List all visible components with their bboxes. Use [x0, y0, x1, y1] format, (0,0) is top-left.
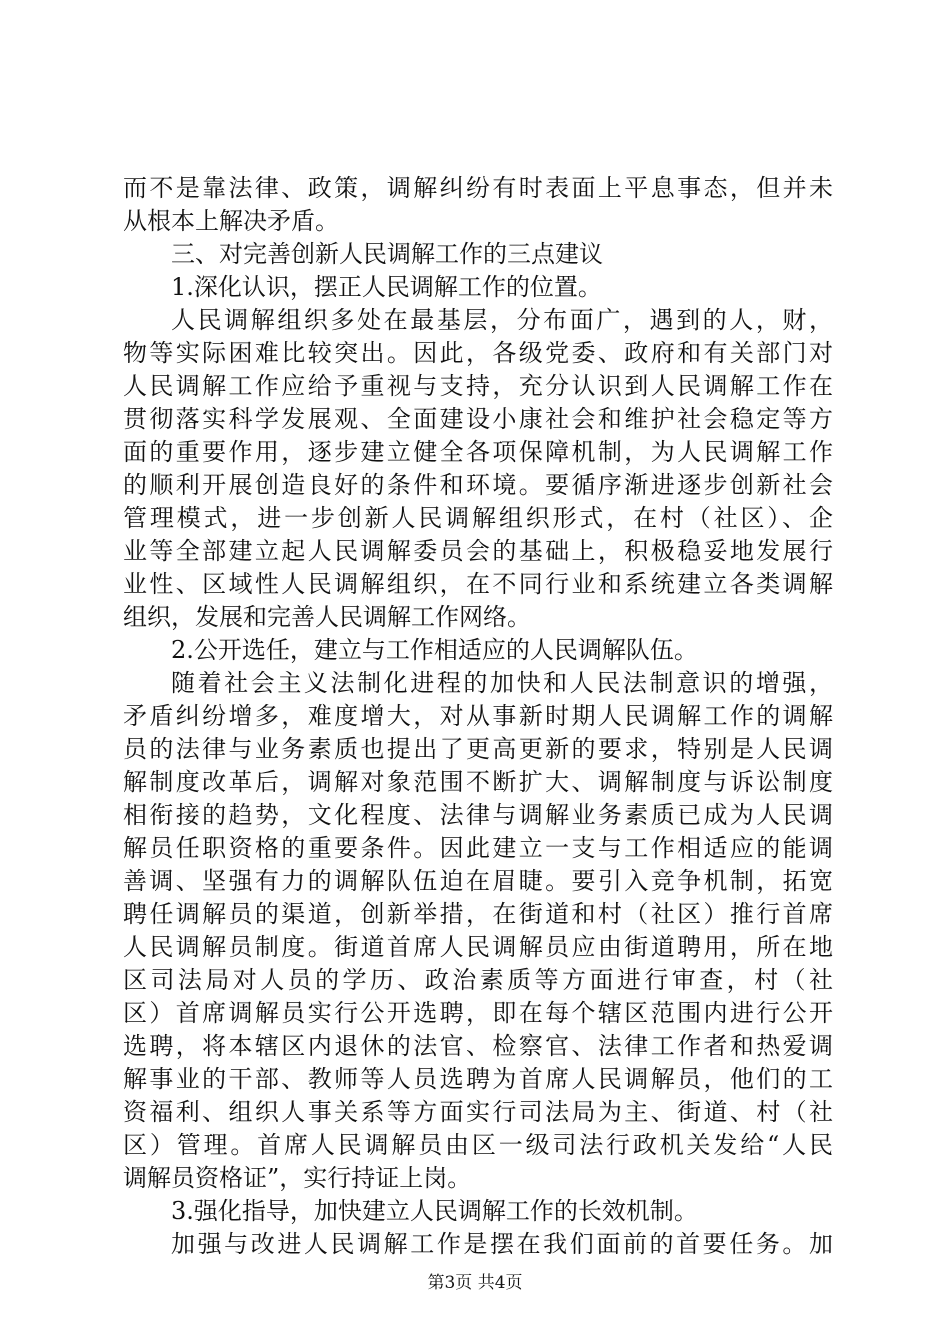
text-line: 聘任调解员的渠道，创新举措，在街道和村（社区）推行首席 [123, 900, 833, 928]
text-line: 员的法律与业务素质也提出了更高更新的要求，特别是人民调 [123, 735, 833, 763]
text-line: 人民调解组织多处在最基层，分布面广，遇到的人，财， [171, 306, 833, 334]
text-line: 业性、区域性人民调解组织，在不同行业和系统建立各类调解 [123, 570, 833, 598]
text-line: 物等实际困难比较突出。因此，各级党委、政府和有关部门对 [123, 339, 833, 367]
text-line: 随着社会主义法制化进程的加快和人民法制意识的增强， [171, 669, 833, 697]
text-line: 组织，发展和完善人民调解工作网络。 [123, 603, 531, 631]
text-line: 加强与改进人民调解工作是摆在我们面前的首要任务。加 [171, 1230, 833, 1258]
text-line: 而不是靠法律、政策，调解纠纷有时表面上平息事态，但并未 [123, 174, 833, 202]
text-line: 区司法局对人员的学历、政治素质等方面进行审查，村（社 [123, 966, 833, 994]
text-line: 资福利、组织人事关系等方面实行司法局为主、街道、村（社 [123, 1098, 833, 1126]
text-line: 解制度改革后，调解对象范围不断扩大、调解制度与诉讼制度 [123, 768, 833, 796]
text-line: 区）管理。首席人民调解员由区一级司法行政机关发给“人民 [123, 1131, 833, 1159]
text-line: 1.深化认识，摆正人民调解工作的位置。 [171, 273, 602, 301]
page-number-footer: 第3页 共4页 [427, 1273, 523, 1293]
text-line: 区）首席调解员实行公开选聘，即在每个辖区范围内进行公开 [123, 999, 833, 1027]
text-line: 贯彻落实科学发展观、全面建设小康社会和维护社会稳定等方 [123, 405, 833, 433]
text-line: 人民调解工作应给予重视与支持，充分认识到人民调解工作在 [123, 372, 833, 400]
text-line: 善调、坚强有力的调解队伍迫在眉睫。要引入竞争机制，拓宽 [123, 867, 833, 895]
text-line: 调解员资格证”，实行持证上岗。 [123, 1164, 472, 1192]
text-line: 矛盾纠纷增多，难度增大，对从事新时期人民调解工作的调解 [123, 702, 833, 730]
text-line: 人民调解员制度。街道首席人民调解员应由街道聘用，所在地 [123, 933, 833, 961]
text-line: 解事业的干部、教师等人员选聘为首席人民调解员，他们的工 [123, 1065, 833, 1093]
text-line: 解员任职资格的重要条件。因此建立一支与工作相适应的能调 [123, 834, 833, 862]
text-line: 管理模式，进一步创新人民调解组织形式，在村（社区）、企 [123, 504, 833, 532]
text-line: 2.公开选任，建立与工作相适应的人民调解队伍。 [171, 636, 698, 664]
text-line: 面的重要作用，逐步建立健全各项保障机制，为人民调解工作 [123, 438, 833, 466]
text-line: 3.强化指导，加快建立人民调解工作的长效机制。 [171, 1197, 698, 1225]
text-line: 业等全部建立起人民调解委员会的基础上，积极稳妥地发展行 [123, 537, 833, 565]
text-line: 从根本上解决矛盾。 [123, 207, 339, 235]
text-line: 三、对完善创新人民调解工作的三点建议 [171, 240, 603, 268]
body-text [123, 172, 833, 1261]
text-line: 的顺利开展创造良好的条件和环境。要循序渐进逐步创新社会 [123, 471, 833, 499]
text-line: 选聘，将本辖区内退休的法官、检察官、法律工作者和热爱调 [123, 1032, 833, 1060]
text-line: 相衔接的趋势，文化程度、法律与调解业务素质已成为人民调 [123, 801, 833, 829]
